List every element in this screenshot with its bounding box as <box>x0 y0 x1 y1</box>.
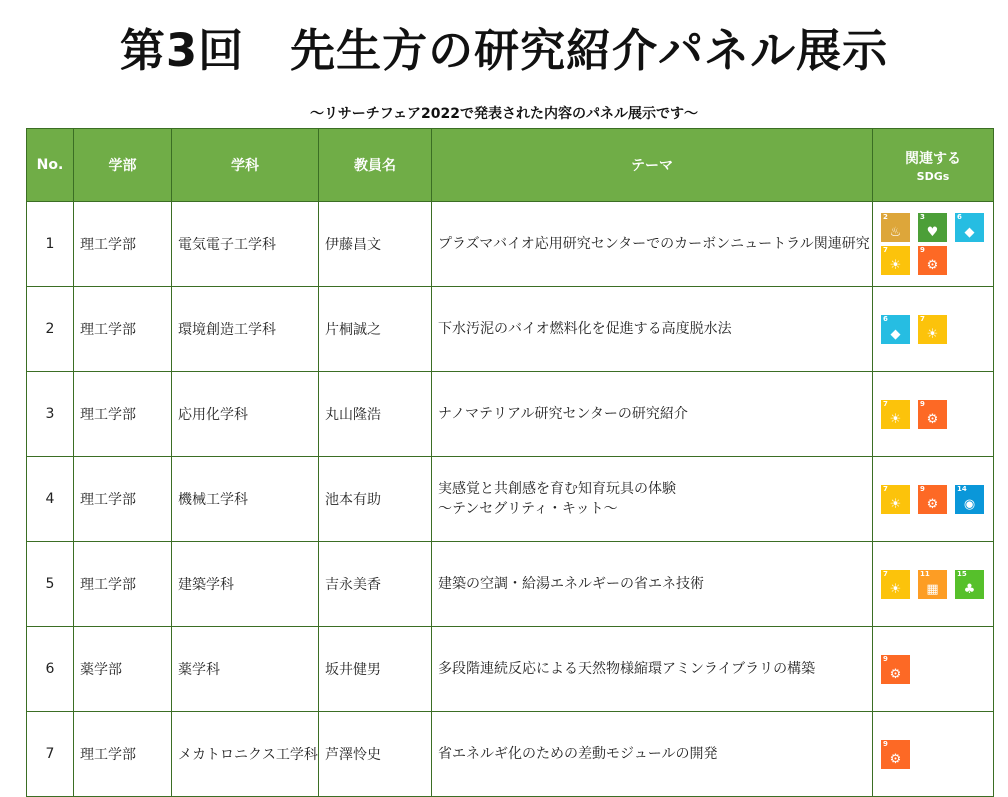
header-teacher: 教員名 <box>319 129 432 202</box>
sdg-number: 3 <box>920 213 925 221</box>
sdg-number: 6 <box>957 213 962 221</box>
sdg-goal-14-fish-icon <box>955 485 984 514</box>
cell-faculty: 理工学部 <box>74 287 172 372</box>
cell-no: 3 <box>27 372 74 457</box>
panel-exhibit-table <box>26 128 994 797</box>
sdg-number: 9 <box>920 484 925 493</box>
sdg-number: 11 <box>920 569 930 578</box>
header-faculty: 学部 <box>74 129 172 202</box>
cell-faculty: 理工学部 <box>74 202 172 287</box>
cell-theme <box>432 627 873 712</box>
sdg-goal-7-sun-icon <box>881 485 910 514</box>
page-title: 第3回 先生方の研究紹介パネル展示 <box>119 24 889 77</box>
cell-sdgs <box>873 202 994 287</box>
theme-line: ナノマテリアル研究センターの研究紹介 <box>438 406 688 422</box>
theme-line: ～テンセグリティ・キット～ <box>438 501 618 517</box>
cell-teacher: 丸山隆浩 <box>319 372 432 457</box>
heartbeat-icon: ♥ <box>926 225 939 240</box>
theme-line: プラズマバイオ応用研究センターでのカーボンニュートラル関連研究 <box>438 236 870 252</box>
industry-icon: ⚙ <box>889 751 902 767</box>
cell-no: 1 <box>27 202 74 287</box>
industry-icon: ⚙ <box>926 258 939 273</box>
table-row <box>27 287 994 372</box>
table-row <box>27 372 994 457</box>
sdg-number: 14 <box>957 484 967 493</box>
cell-teacher: 片桐誠之 <box>319 287 432 372</box>
cell-theme <box>432 457 873 542</box>
fish-icon: ◉ <box>963 496 976 512</box>
sun-icon: ☀ <box>889 258 902 273</box>
sdg-number: 2 <box>883 213 888 221</box>
cell-department: 建築学科 <box>172 542 319 627</box>
table-row <box>27 712 994 797</box>
sdg-goal-11-city-icon <box>918 570 947 599</box>
sdg-number: 7 <box>883 484 888 493</box>
sun-icon: ☀ <box>889 581 902 597</box>
sdg-number: 9 <box>883 739 888 748</box>
sdg-number: 7 <box>883 569 888 578</box>
sun-icon: ☀ <box>889 411 902 427</box>
cell-faculty: 理工学部 <box>74 457 172 542</box>
sdg-goal-3-heartbeat-icon <box>918 213 947 242</box>
table-body <box>27 202 994 797</box>
page-subtitle: ～リサーチフェア2022で発表された内容のパネル展示です～ <box>310 106 698 122</box>
theme-line: 下水汚泥のバイオ燃料化を促進する高度脱水法 <box>438 321 732 337</box>
theme-line: 多段階連続反応による天然物様縮環アミンライブラリの構築 <box>438 661 816 677</box>
cell-department: 応用化学科 <box>172 372 319 457</box>
header-sdgs <box>873 129 994 202</box>
cell-theme <box>432 372 873 457</box>
sun-icon: ☀ <box>889 496 902 512</box>
sdg-number: 7 <box>883 246 888 254</box>
cell-faculty: 理工学部 <box>74 542 172 627</box>
cell-no: 6 <box>27 627 74 712</box>
cell-department: 機械工学科 <box>172 457 319 542</box>
sdg-goal-9-industry-icon <box>881 740 910 769</box>
sdg-goal-2-bowl-icon <box>881 213 910 242</box>
cell-department: 電気電子工学科 <box>172 202 319 287</box>
sdg-number: 15 <box>957 569 967 578</box>
sdg-number: 6 <box>883 314 888 323</box>
cell-theme <box>432 712 873 797</box>
sdg-goal-15-tree-icon <box>955 570 984 599</box>
table-row <box>27 627 994 712</box>
city-icon: ▦ <box>926 581 939 597</box>
water-drop-icon: ◆ <box>964 225 975 240</box>
header-theme: テーマ <box>432 129 873 202</box>
cell-sdgs <box>873 542 994 627</box>
header-sdgs-line2: SDGs <box>916 169 950 183</box>
table-row <box>27 457 994 542</box>
cell-sdgs <box>873 287 994 372</box>
theme-line: 建築の空調・給湯エネルギーの省エネ技術 <box>438 576 704 592</box>
sdg-number: 7 <box>883 399 888 408</box>
sdg-goal-6-water-drop-icon <box>955 213 984 242</box>
cell-no: 5 <box>27 542 74 627</box>
cell-teacher: 芦澤怜史 <box>319 712 432 797</box>
sdg-goal-6-water-drop-icon <box>881 315 910 344</box>
tree-icon: ♣ <box>963 581 976 597</box>
sdg-goal-7-sun-icon <box>881 570 910 599</box>
cell-no: 4 <box>27 457 74 542</box>
cell-theme <box>432 287 873 372</box>
cell-theme <box>432 542 873 627</box>
table-row <box>27 542 994 627</box>
cell-teacher: 伊藤昌文 <box>319 202 432 287</box>
cell-teacher: 吉永美香 <box>319 542 432 627</box>
cell-department: 薬学科 <box>172 627 319 712</box>
cell-faculty: 理工学部 <box>74 712 172 797</box>
cell-faculty: 薬学部 <box>74 627 172 712</box>
header-no: No. <box>27 129 74 202</box>
cell-department: 環境創造工学科 <box>172 287 319 372</box>
sdg-goal-7-sun-icon <box>918 315 947 344</box>
cell-sdgs <box>873 627 994 712</box>
sdg-number: 9 <box>920 246 925 254</box>
industry-icon: ⚙ <box>889 666 902 682</box>
cell-teacher: 坂井健男 <box>319 627 432 712</box>
sdg-goal-7-sun-icon <box>881 246 910 275</box>
cell-department: メカトロニクス工学科 <box>172 712 319 797</box>
sdg-goal-7-sun-icon <box>881 400 910 429</box>
bowl-icon: ♨ <box>889 225 902 240</box>
theme-line: 省エネルギ化のための差動モジュールの開発 <box>438 746 718 762</box>
table-header-row <box>27 129 994 202</box>
sdg-number: 7 <box>920 314 925 323</box>
sdg-goal-9-industry-icon <box>918 246 947 275</box>
sdg-goal-9-industry-icon <box>918 400 947 429</box>
cell-sdgs <box>873 712 994 797</box>
header-sdgs-line1: 関連する <box>905 150 961 167</box>
header-department: 学科 <box>172 129 319 202</box>
industry-icon: ⚙ <box>926 496 939 512</box>
sdg-number: 9 <box>920 399 925 408</box>
cell-teacher: 池本有助 <box>319 457 432 542</box>
water-drop-icon: ◆ <box>890 326 901 342</box>
cell-no: 2 <box>27 287 74 372</box>
cell-sdgs <box>873 372 994 457</box>
sdg-number: 9 <box>883 654 888 663</box>
cell-sdgs <box>873 457 994 542</box>
sdg-goal-9-industry-icon <box>918 485 947 514</box>
cell-no: 7 <box>27 712 74 797</box>
theme-line: 実感覚と共創感を育む知育玩具の体験 <box>438 481 676 497</box>
table-row <box>27 202 994 287</box>
cell-faculty: 理工学部 <box>74 372 172 457</box>
industry-icon: ⚙ <box>926 411 939 427</box>
cell-theme <box>432 202 873 287</box>
sdg-goal-9-industry-icon <box>881 655 910 684</box>
sun-icon: ☀ <box>926 326 939 342</box>
